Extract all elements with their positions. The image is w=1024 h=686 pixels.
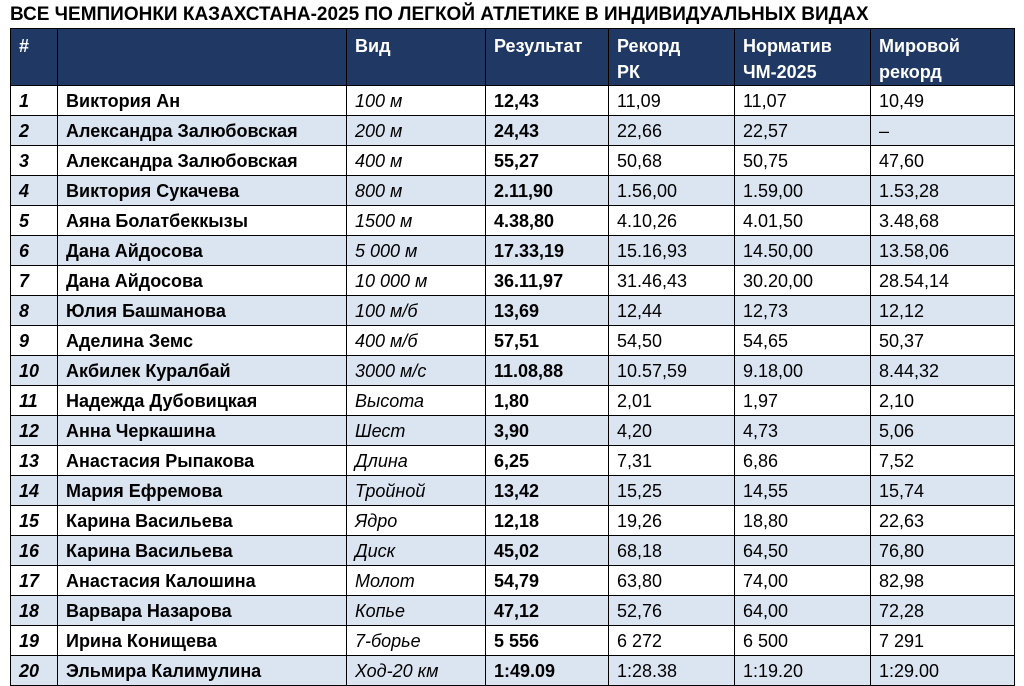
table-row [11, 176, 1015, 206]
event-name: Молот [347, 566, 486, 596]
world-champs-standard-value: 6,86 [735, 446, 871, 476]
event-name: 3000 м/с [347, 356, 486, 386]
event-name: 400 м/б [347, 326, 486, 356]
national-record-value: 15.16,93 [609, 236, 735, 266]
world-record-value: 13.58,06 [871, 236, 1015, 266]
row-number: 12 [11, 416, 58, 446]
result-value: 1,80 [486, 386, 609, 416]
event-name: Копье [347, 596, 486, 626]
athlete-name: Дана Айдосова [58, 266, 347, 296]
national-record-value: 6 272 [609, 626, 735, 656]
row-number: 19 [11, 626, 58, 656]
table-row [11, 296, 1015, 326]
row-number: 3 [11, 146, 58, 176]
athlete-name: Акбилек Куралбай [58, 356, 347, 386]
header-national-record: Рекорд РК [609, 29, 735, 86]
athlete-name: Дана Айдосова [58, 236, 347, 266]
world-champs-standard-value: 12,73 [735, 296, 871, 326]
athlete-name: Анастасия Рыпакова [58, 446, 347, 476]
national-record-value: 63,80 [609, 566, 735, 596]
event-name: 5 000 м [347, 236, 486, 266]
world-champs-standard-value: 11,07 [735, 86, 871, 116]
result-value: 57,51 [486, 326, 609, 356]
national-record-value: 10.57,59 [609, 356, 735, 386]
world-record-value: 1.53,28 [871, 176, 1015, 206]
row-number: 14 [11, 476, 58, 506]
header-number: # [11, 29, 58, 86]
header-world-champs-standard: Норматив ЧМ-2025 [735, 29, 871, 86]
national-record-value: 4,20 [609, 416, 735, 446]
athlete-name: Карина Васильева [58, 536, 347, 566]
world-champs-standard-value: 22,57 [735, 116, 871, 146]
athlete-name: Александра Залюбовская [58, 116, 347, 146]
result-value: 4.38,80 [486, 206, 609, 236]
row-number: 10 [11, 356, 58, 386]
world-record-value: 3.48,68 [871, 206, 1015, 236]
row-number: 4 [11, 176, 58, 206]
world-record-value: 47,60 [871, 146, 1015, 176]
world-champs-standard-value: 50,75 [735, 146, 871, 176]
event-name: Ход-20 км [347, 656, 486, 686]
athlete-name: Эльмира Калимулина [58, 656, 347, 686]
national-record-value: 11,09 [609, 86, 735, 116]
national-record-value: 12,44 [609, 296, 735, 326]
national-record-value: 19,26 [609, 506, 735, 536]
world-champs-standard-value: 14,55 [735, 476, 871, 506]
world-champs-standard-value: 1:19.20 [735, 656, 871, 686]
table-row [11, 506, 1015, 536]
national-record-value: 7,31 [609, 446, 735, 476]
table-row [11, 206, 1015, 236]
national-record-value: 31.46,43 [609, 266, 735, 296]
row-number: 17 [11, 566, 58, 596]
table-row [11, 146, 1015, 176]
table-row [11, 266, 1015, 296]
athlete-name: Аяна Болатбеккызы [58, 206, 347, 236]
table-row [11, 566, 1015, 596]
world-champs-standard-value: 30.20,00 [735, 266, 871, 296]
national-record-value: 54,50 [609, 326, 735, 356]
world-record-value: 50,37 [871, 326, 1015, 356]
event-name: Длина [347, 446, 486, 476]
results-table [10, 28, 1015, 686]
header-name [58, 29, 347, 86]
athlete-name: Карина Васильева [58, 506, 347, 536]
result-value: 54,79 [486, 566, 609, 596]
page-title: ВСЕ ЧЕМПИОНКИ КАЗАХСТАНА-2025 ПО ЛЕГКОЙ АТЛЕТИКЕ В ИНДИВИДУАЛЬНЫХ ВИДАХ [10, 4, 869, 25]
event-name: 200 м [347, 116, 486, 146]
world-record-value: 2,10 [871, 386, 1015, 416]
world-champs-standard-value: 4,73 [735, 416, 871, 446]
world-champs-standard-value: 74,00 [735, 566, 871, 596]
athlete-name: Ирина Конищева [58, 626, 347, 656]
event-name: Высота [347, 386, 486, 416]
athlete-name: Виктория Ан [58, 86, 347, 116]
result-value: 55,27 [486, 146, 609, 176]
event-name: Тройной [347, 476, 486, 506]
header-row [11, 29, 1015, 86]
result-value: 11.08,88 [486, 356, 609, 386]
world-record-value: 82,98 [871, 566, 1015, 596]
world-record-value: 15,74 [871, 476, 1015, 506]
table-row [11, 116, 1015, 146]
world-record-value: 10,49 [871, 86, 1015, 116]
world-record-value: 7 291 [871, 626, 1015, 656]
event-name: 10 000 м [347, 266, 486, 296]
world-record-value: 22,63 [871, 506, 1015, 536]
world-champs-standard-value: 4.01,50 [735, 206, 871, 236]
result-value: 6,25 [486, 446, 609, 476]
athlete-name: Анна Черкашина [58, 416, 347, 446]
table-row [11, 596, 1015, 626]
world-record-value: 72,28 [871, 596, 1015, 626]
header-result: Результат [486, 29, 609, 86]
world-champs-standard-value: 64,00 [735, 596, 871, 626]
result-value: 2.11,90 [486, 176, 609, 206]
world-champs-standard-value: 6 500 [735, 626, 871, 656]
row-number: 1 [11, 86, 58, 116]
result-value: 47,12 [486, 596, 609, 626]
result-value: 12,18 [486, 506, 609, 536]
event-name: 800 м [347, 176, 486, 206]
table-row [11, 476, 1015, 506]
row-number: 6 [11, 236, 58, 266]
row-number: 20 [11, 656, 58, 686]
national-record-value: 50,68 [609, 146, 735, 176]
world-champs-standard-value: 9.18,00 [735, 356, 871, 386]
national-record-value: 15,25 [609, 476, 735, 506]
table-row [11, 656, 1015, 686]
table-row [11, 416, 1015, 446]
table-row [11, 86, 1015, 116]
row-number: 11 [11, 386, 58, 416]
national-record-value: 1.56,00 [609, 176, 735, 206]
world-champs-standard-value: 18,80 [735, 506, 871, 536]
result-value: 17.33,19 [486, 236, 609, 266]
result-value: 45,02 [486, 536, 609, 566]
event-name: 1500 м [347, 206, 486, 236]
row-number: 9 [11, 326, 58, 356]
result-value: 36.11,97 [486, 266, 609, 296]
event-name: 100 м/б [347, 296, 486, 326]
header-event: Вид [347, 29, 486, 86]
world-champs-standard-value: 64,50 [735, 536, 871, 566]
event-name: 100 м [347, 86, 486, 116]
event-name: Диск [347, 536, 486, 566]
world-champs-standard-value: 1,97 [735, 386, 871, 416]
national-record-value: 22,66 [609, 116, 735, 146]
row-number: 5 [11, 206, 58, 236]
row-number: 13 [11, 446, 58, 476]
world-record-value: 12,12 [871, 296, 1015, 326]
athlete-name: Варвара Назарова [58, 596, 347, 626]
table-row [11, 386, 1015, 416]
result-value: 1:49.09 [486, 656, 609, 686]
national-record-value: 52,76 [609, 596, 735, 626]
world-record-value: 8.44,32 [871, 356, 1015, 386]
header-world-record: Мировой рекорд [871, 29, 1015, 86]
world-champs-standard-value: 1.59,00 [735, 176, 871, 206]
result-value: 24,43 [486, 116, 609, 146]
result-value: 5 556 [486, 626, 609, 656]
athlete-name: Аделина Земс [58, 326, 347, 356]
event-name: Шест [347, 416, 486, 446]
table-row [11, 446, 1015, 476]
athlete-name: Виктория Сукачева [58, 176, 347, 206]
row-number: 16 [11, 536, 58, 566]
world-champs-standard-value: 14.50,00 [735, 236, 871, 266]
world-record-value: 7,52 [871, 446, 1015, 476]
row-number: 8 [11, 296, 58, 326]
row-number: 2 [11, 116, 58, 146]
athlete-name: Надежда Дубовицкая [58, 386, 347, 416]
result-value: 3,90 [486, 416, 609, 446]
row-number: 7 [11, 266, 58, 296]
national-record-value: 4.10,26 [609, 206, 735, 236]
table-row [11, 236, 1015, 266]
athlete-name: Юлия Башманова [58, 296, 347, 326]
world-record-value: 76,80 [871, 536, 1015, 566]
table-row [11, 356, 1015, 386]
athlete-name: Мария Ефремова [58, 476, 347, 506]
world-record-value: 28.54,14 [871, 266, 1015, 296]
national-record-value: 1:28.38 [609, 656, 735, 686]
result-value: 12,43 [486, 86, 609, 116]
world-record-value: – [871, 116, 1015, 146]
table-row [11, 626, 1015, 656]
event-name: 400 м [347, 146, 486, 176]
national-record-value: 2,01 [609, 386, 735, 416]
table-row [11, 536, 1015, 566]
result-value: 13,42 [486, 476, 609, 506]
row-number: 15 [11, 506, 58, 536]
event-name: 7-борье [347, 626, 486, 656]
world-record-value: 1:29.00 [871, 656, 1015, 686]
world-record-value: 5,06 [871, 416, 1015, 446]
world-champs-standard-value: 54,65 [735, 326, 871, 356]
table-row [11, 326, 1015, 356]
national-record-value: 68,18 [609, 536, 735, 566]
athlete-name: Александра Залюбовская [58, 146, 347, 176]
result-value: 13,69 [486, 296, 609, 326]
event-name: Ядро [347, 506, 486, 536]
athlete-name: Анастасия Калошина [58, 566, 347, 596]
row-number: 18 [11, 596, 58, 626]
